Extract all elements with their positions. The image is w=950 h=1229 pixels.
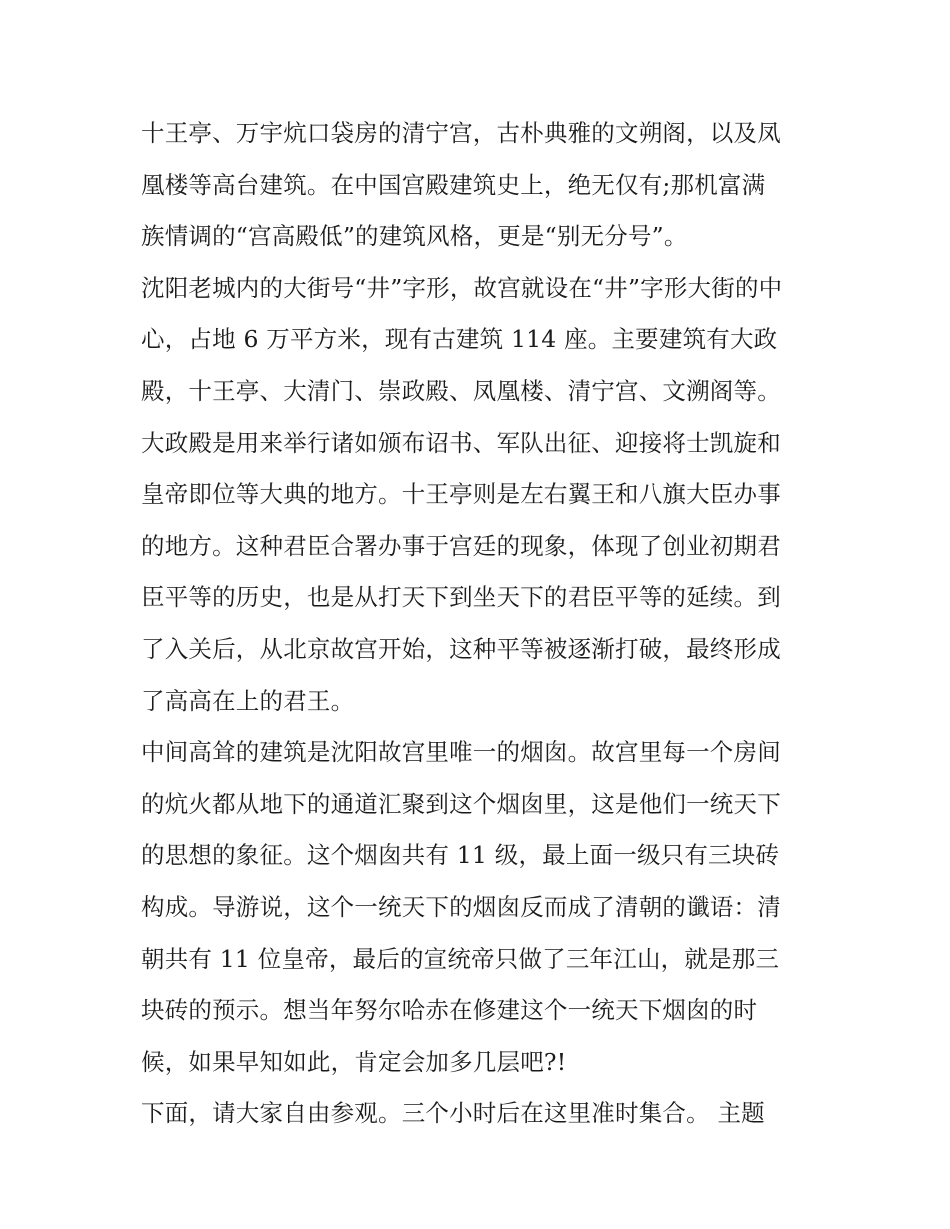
text-line-13: 中间高耸的建筑是沈阳故宫里唯一的烟囱。故宫里每一个房间 — [141, 738, 781, 767]
text-line-18: 块砖的预示。想当年努尔哈赤在修建这个一统天下烟囱的时 — [141, 996, 758, 1025]
text-line-5: 心，占地 6 万平方米，现有古建筑 114 座。主要建筑有大政 — [141, 325, 778, 354]
text-line-17: 朝共有 11 位皇帝，最后的宣统帝只做了三年江山，就是那三 — [141, 944, 780, 973]
text-line-11: 了入关后，从北京故宫开始，这种平等被逐渐打破，最终形成 — [141, 634, 781, 663]
text-line-9: 的地方。这种君臣合署办事于宫廷的现象，体现了创业初期君 — [141, 531, 781, 560]
text-line-1: 十王亭、万宇炕口袋房的清宁宫，古朴典雅的文朔阁，以及凤 — [141, 119, 781, 147]
text-line-2: 凰楼等高台建筑。在中国宫殿建筑史上，绝无仅有;那机富满 — [141, 170, 766, 199]
text-line-6: 殿，十王亭、大清门、崇政殿、凤凰楼、清宁宫、文溯阁等。 — [141, 376, 781, 405]
text-line-15: 的思想的象征。这个烟囱共有 11 级，最上面一级只有三块砖 — [141, 841, 780, 870]
text-line-10: 臣平等的历史，也是从打天下到坐天下的君臣平等的延续。到 — [141, 583, 781, 612]
text-line-8: 皇帝即位等大典的地方。十王亭则是左右翼王和八旗大臣办事 — [141, 480, 781, 509]
text-line-19: 候，如果早知如此，肯定会加多几层吧?! — [141, 1047, 567, 1076]
text-line-16: 构成。导游说，这个一统天下的烟囱反而成了清朝的谶语：清 — [141, 892, 781, 921]
text-line-12: 了高高在上的君王。 — [141, 686, 355, 715]
body-text — [141, 108, 821, 1140]
text-line-3: 族情调的“宫高殿低”的建筑风格，更是“别无分号”。 — [141, 222, 688, 251]
text-line-4: 沈阳老城内的大街号“井”字形，故宫就设在“井”字形大街的中 — [141, 273, 783, 302]
text-line-20: 下面，请大家自由参观。三个小时后在这里准时集合。 主题 — [141, 1099, 765, 1128]
text-line-7: 大政殿是用来举行诸如颁布诏书、军队出征、迎接将士凯旋和 — [141, 428, 781, 457]
text-line-14: 的炕火都从地下的通道汇聚到这个烟囱里，这是他们一统天下 — [141, 789, 781, 818]
